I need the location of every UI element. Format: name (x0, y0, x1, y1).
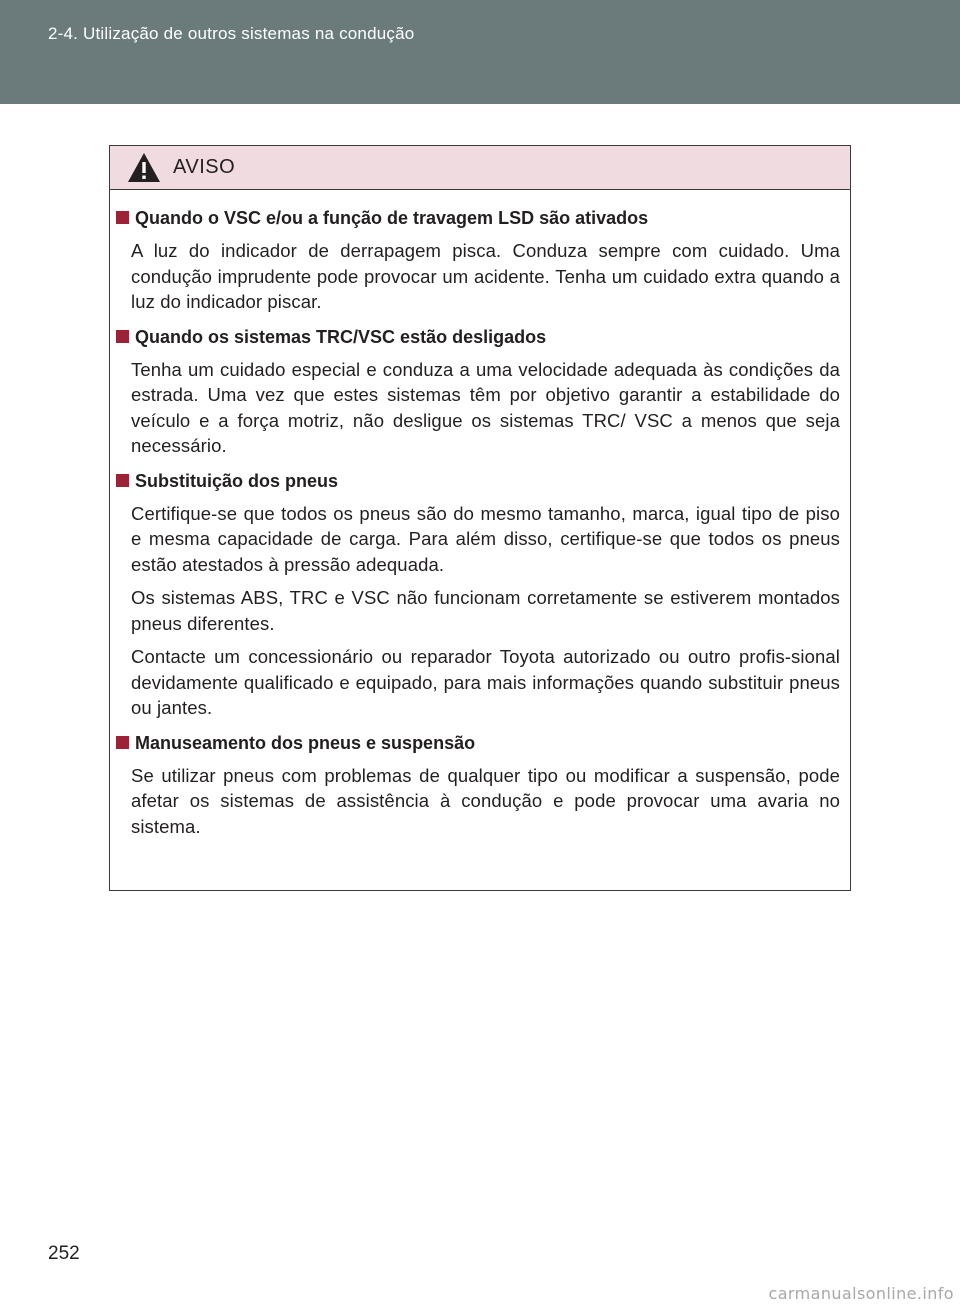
warning-box (109, 145, 851, 891)
square-bullet-icon (116, 211, 129, 224)
section-paragraph: Tenha um cuidado especial e conduza a uma velocidade adequada às condições da estrada. Uma vez que estes sistemas têm por objetivo garantir a estabilidade do veículo e a força motriz, não desligue os sistemas TRC/ VSC a menos que seja necessário. (131, 358, 840, 456)
square-bullet-icon (116, 330, 129, 343)
chapter-title: 2-4. Utilização de outros sistemas na condução (48, 24, 415, 43)
section-heading (110, 325, 850, 349)
section-heading-text: Manuseamento dos pneus e suspensão (135, 732, 476, 753)
section-paragraph: Certifique-se que todos os pneus são do mesmo tamanho, marca, igual tipo de piso e mesma capacidade de carga. Para além disso, certifique-se que todos os pneus estão atestados à pressão adequada. (131, 502, 840, 575)
warning-header (110, 146, 850, 190)
square-bullet-icon (116, 474, 129, 487)
section-paragraph: Contacte um concessionário ou reparador Toyota autorizado ou outro profis-sional devidamente qualificado e equipado, para mais informações quando substituir pneus ou jantes. (131, 646, 840, 718)
section-heading-text: Quando os sistemas TRC/VSC estão desligados (135, 326, 547, 347)
section-heading (110, 469, 850, 493)
square-bullet-icon (116, 736, 129, 749)
watermark-text: carmanualsonline.info (768, 1284, 954, 1303)
warning-title: AVISO (173, 156, 236, 178)
section-paragraph: Se utilizar pneus com problemas de qualquer tipo ou modificar a suspensão, pode afetar os sistemas de assistência à condução e pode provocar uma avaria no sistema. (131, 764, 840, 837)
page-number: 252 (48, 1243, 80, 1264)
section-paragraph: A luz do indicador de derrapagem pisca. Conduza sempre com cuidado. Uma condução imprudente pode provocar um acidente. Tenha um cuidado extra quando a luz do indicador piscar. (131, 240, 840, 312)
section-paragraph: Os sistemas ABS, TRC e VSC não funcionam corretamente se estiverem montados pneus diferentes. (131, 587, 840, 634)
section-heading (110, 206, 850, 230)
section-heading (110, 731, 850, 755)
section-heading-text: Substituição dos pneus (135, 470, 339, 491)
section-heading-text: Quando o VSC e/ou a função de travagem LSD são ativados (135, 208, 649, 228)
warning-content (110, 190, 850, 839)
page-header (0, 0, 960, 104)
warning-triangle-icon (127, 152, 161, 183)
